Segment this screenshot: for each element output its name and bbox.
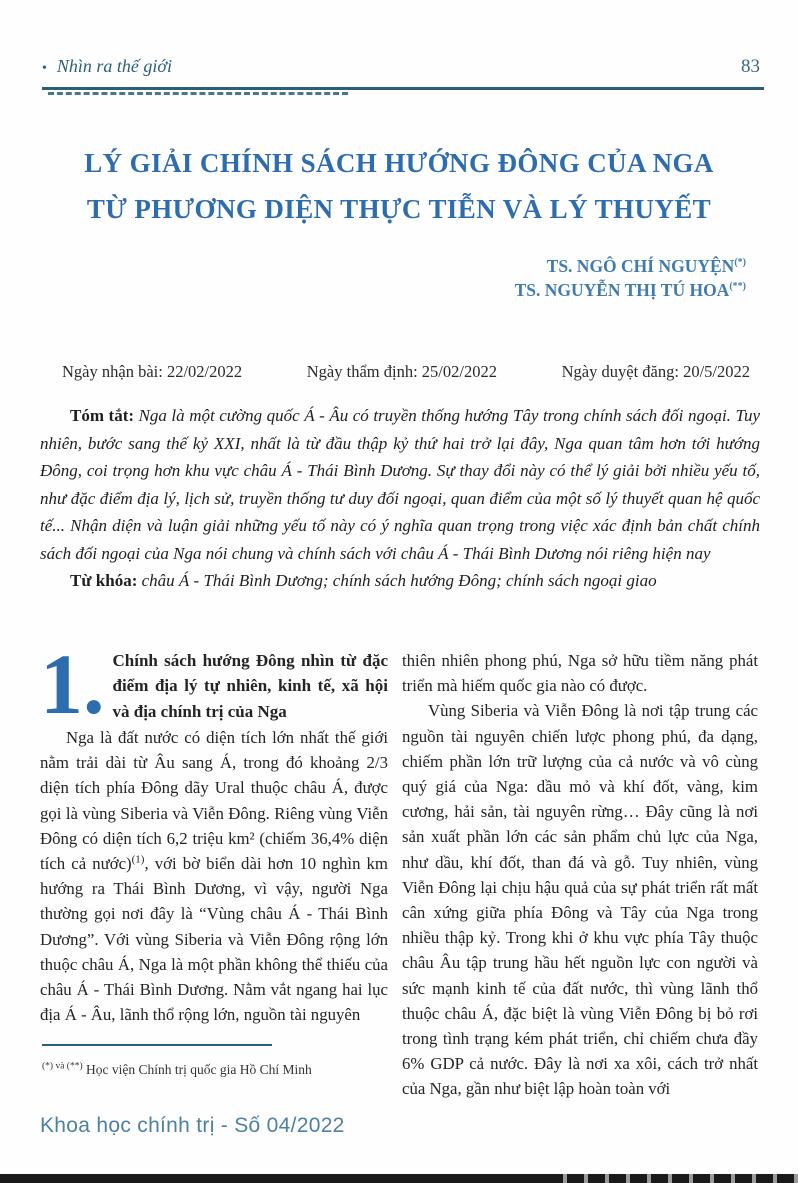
- body-paragraph: thiên nhiên phong phú, Nga sở hữu tiềm năng phát triển mà hiếm quốc gia nào có được.: [402, 651, 758, 696]
- body-paragraph: [40, 725, 388, 1027]
- running-head: [42, 56, 760, 78]
- author-name: TS. NGÔ CHÍ NGUYỆN: [546, 256, 735, 276]
- section-label-wrap: [42, 56, 172, 77]
- footnote: [42, 1062, 392, 1078]
- date-value: 20/5/2022: [683, 362, 750, 381]
- header-rule: [42, 87, 764, 90]
- page-bottom-edge: [0, 1174, 798, 1183]
- author-line: [515, 254, 746, 278]
- date-reviewed: [307, 362, 497, 382]
- footnote-divider: [42, 1044, 272, 1046]
- abstract-text: Nga là một cường quốc Á - Âu có truyền thống hướng Tây trong chính sách đối ngoại. Tuy nhiên, bước sang thế kỷ XXI, nhất là từ đầu thập kỷ thứ hai trở lại đây, Nga quan tâm hơn tới hướng Đông, coi trọng hơn khu vực châu Á - Thái Bình Dương. Sự thay đổi này có thể lý giải bởi nhiều yếu tố, như đặc điểm địa lý, lịch sử, truyền thống tư duy đối ngoại, quan điểm của một số lý thuyết quan hệ quốc tế... Nhận diện và luận giải những yếu tố này có ý nghĩa quan trọng trong việc xác định bản chất chính sách đối ngoại của Nga nói chung và chính sách với châu Á - Thái Bình Dương nói riêng hiện nay: [40, 406, 761, 563]
- date-value: 22/02/2022: [166, 362, 243, 381]
- section-heading-text: Chính sách hướng Đông nhìn từ đặc điểm địa lý tự nhiên, kinh tế, xã hội và địa chính trị của Nga: [112, 651, 388, 721]
- article-title: [30, 140, 768, 232]
- dates-row: [62, 362, 750, 382]
- author-marker: (**): [729, 281, 746, 293]
- footnote-area: [42, 1044, 392, 1078]
- left-column: [40, 636, 388, 1102]
- paragraph-text: , với bờ biển dài hơn 10 nghìn km hướng ra Thái Bình Dương, vì vậy, người Nga thường gọi nơi đây là “Vùng châu Á - Thái Bình Dương”. Với vùng Siberia và Viễn Đông rộng lớn thuộc châu Á, Nga là một phần không thể thiếu của châu Á - Thái Bình Dương. Nằm vắt ngang hai lục địa Á - Âu, lãnh thổ rộng lớn, nguồn tài nguyên: [40, 853, 388, 1025]
- article-title-line2: TỪ PHƯƠNG DIỆN THỰC TIỄN VÀ LÝ THUYẾT: [86, 194, 712, 224]
- footnote-marker: (*) và (**): [42, 1061, 83, 1072]
- article-title-line1: LÝ GIẢI CHÍNH SÁCH HƯỚNG ĐÔNG CỦA NGA: [84, 148, 714, 178]
- author-list: [515, 254, 746, 302]
- right-column: [402, 648, 758, 1102]
- bullet-icon: •: [42, 61, 47, 76]
- abstract: [40, 402, 760, 567]
- article-body: [40, 636, 758, 1102]
- keywords: [40, 567, 760, 595]
- author-marker: (*): [734, 257, 746, 269]
- date-label: Ngày duyệt đăng:: [561, 362, 679, 381]
- page-number: 83: [741, 56, 760, 77]
- body-paragraph: Vùng Siberia và Viễn Đông là nơi tập trung các nguồn tài nguyên chiến lược phong phú, đa dạng, chiếm phần lớn trữ lượng của cả nước và vô cùng quý giá của Nga: dầu mỏ và khí đốt, vàng, kim cương, hải sản, tài nguyên rừng… Đây cũng là nơi sản xuất phần lớn các sản phẩm chủ lực của Nga, như dầu, khí đốt, than đá và gỗ. Tuy nhiên, vùng Viễn Đông lại chịu hậu quả của sự phát triển rất mất cân xứng giữa phía Đông và Tây của Nga trong nhiều thập kỷ. Trong khi ở khu vực phía Tây thuộc châu Âu tập trung hầu hết nguồn lực con người và sức mạnh kinh tế của đất nước, thì vùng lãnh thổ thuộc châu Á, đặc biệt là vùng Viễn Đông bị bỏ rơi trong tình trạng kém phát triển, chỉ chiếm chưa đầy 6% GDP cả nước. Đây là nơi xa xôi, cách trở nhất của Nga, gần như biệt lập hoàn toàn với: [402, 701, 758, 1099]
- section-heading: [40, 636, 388, 732]
- journal-section-label: Nhìn ra thế giới: [56, 56, 173, 76]
- footnote-ref: (1): [131, 853, 145, 866]
- paragraph-text: Nga là đất nước có diện tích lớn nhất thế giới nằm trải dài từ Âu sang Á, trong đó khoảng 2/3 diện tích phía Đông dãy Ural thuộc châu Á, được gọi là vùng Siberia và Viễn Đông. Riêng vùng Viễn Đông có diện tích 6,2 triệu km² (chiếm 36,4% diện tích cả nước): [40, 727, 388, 873]
- keywords-text: châu Á - Thái Bình Dương; chính sách hướng Đông; chính sách ngoại giao: [141, 571, 657, 590]
- header-rule-dashes: [48, 92, 348, 95]
- author-name: TS. NGUYỄN THỊ TÚ HOA: [514, 280, 730, 300]
- footnote-text: Học viện Chính trị quốc gia Hồ Chí Minh: [82, 1062, 312, 1077]
- section-number-dropcap: 1.: [40, 636, 105, 732]
- abstract-block: [40, 402, 760, 595]
- date-approved: [562, 362, 750, 382]
- date-value: 25/02/2022: [421, 362, 497, 381]
- keywords-label: Từ khóa:: [70, 571, 138, 590]
- abstract-label: Tóm tắt:: [70, 406, 135, 425]
- date-label: Ngày nhận bài:: [62, 362, 163, 381]
- date-received: [62, 362, 242, 382]
- journal-footer: Khoa học chính trị - Số 04/2022: [40, 1114, 345, 1137]
- date-label: Ngày thẩm định:: [306, 362, 418, 381]
- author-line: [515, 278, 746, 302]
